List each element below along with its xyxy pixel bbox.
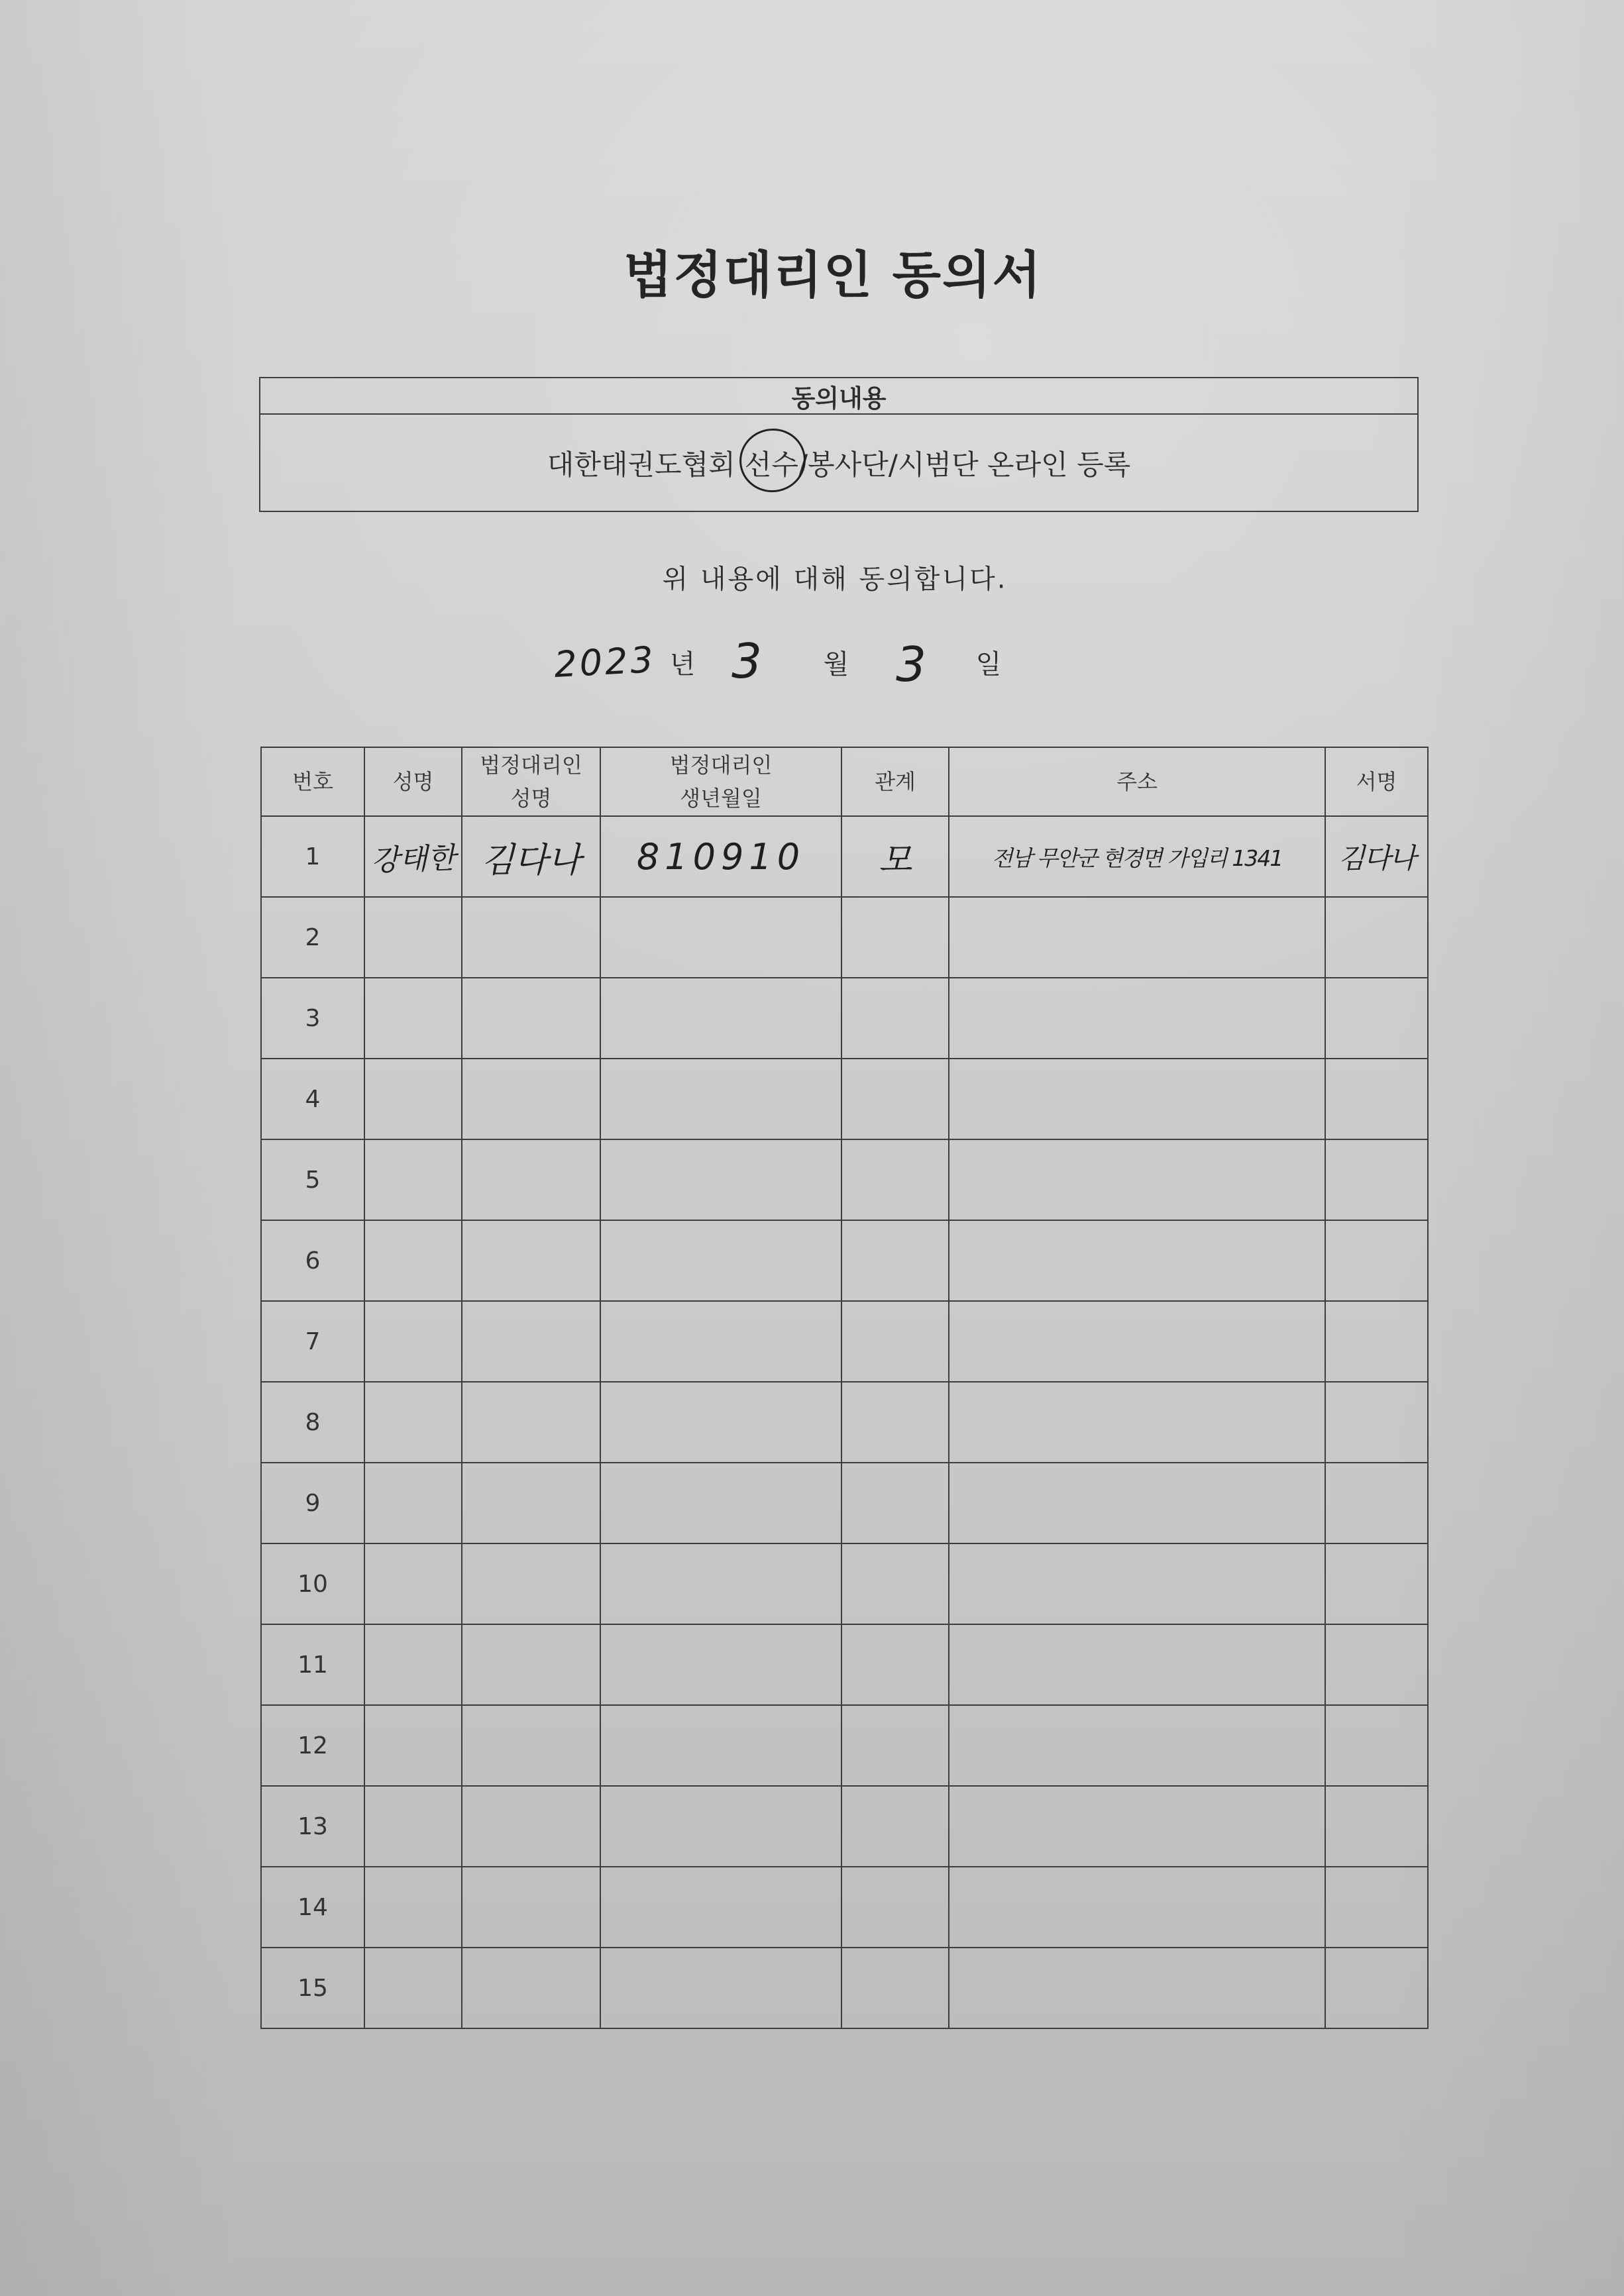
participant-name-cell (364, 978, 462, 1059)
guardian-name-cell (462, 1382, 600, 1463)
guardian-name-cell (462, 1543, 600, 1624)
guardian-signature-cell (1325, 1624, 1428, 1705)
column-header-guardian-name: 법정대리인 성명 (462, 747, 600, 816)
address-cell (949, 1463, 1325, 1543)
guardian-birthdate-cell (600, 1059, 841, 1139)
relationship-cell (841, 1301, 949, 1382)
guardian-birthdate-cell (600, 897, 841, 978)
guardian-birthdate-cell (600, 978, 841, 1059)
guardian-signature-cell (1325, 1301, 1428, 1382)
guardian-name-cell (462, 1220, 600, 1301)
guardian-signature-cell (1325, 1463, 1428, 1543)
guardian-signature-cell (1325, 1786, 1428, 1867)
consent-content (260, 415, 1417, 511)
relationship-cell (841, 1543, 949, 1624)
guardian-name-cell (462, 1705, 600, 1786)
column-header-relationship: 관계 (841, 747, 949, 816)
guardian-signature-cell (1325, 1705, 1428, 1786)
guardian-name-cell (462, 1867, 600, 1948)
participant-name-cell (364, 1948, 462, 2028)
handwritten-participant-name: 강태한 (370, 841, 457, 878)
guardian-signature-cell (1325, 1382, 1428, 1463)
handwritten-relationship: 모 (878, 840, 912, 880)
selected-option-label: 선수 (744, 448, 798, 481)
relationship-cell (841, 816, 949, 897)
relationship-cell (841, 1948, 949, 2028)
table-row (261, 1301, 1428, 1382)
row-number: 2 (261, 897, 364, 978)
table-row (261, 1139, 1428, 1220)
handwritten-address: 전남 무안군 현경면 가입리 1341 (991, 845, 1283, 871)
participant-name-cell (364, 816, 462, 897)
selected-option (745, 443, 798, 483)
table-row (261, 1948, 1428, 2028)
relationship-cell (841, 1139, 949, 1220)
relationship-cell (841, 1382, 949, 1463)
handwritten-month: 3 (731, 633, 762, 689)
address-cell (949, 816, 1325, 897)
row-number: 3 (261, 978, 364, 1059)
agreement-statement: 위 내용에 대해 동의합니다. (662, 564, 1008, 595)
guardian-signature-cell (1325, 1220, 1428, 1301)
relationship-cell (841, 1059, 949, 1139)
participant-name-cell (364, 1543, 462, 1624)
day-label: 일 (975, 649, 1002, 680)
participant-name-cell (364, 1059, 462, 1139)
guardian-signature-cell (1325, 1059, 1428, 1139)
address-cell (949, 1867, 1325, 1948)
guardian-birthdate-cell (600, 1139, 841, 1220)
table-row (261, 1786, 1428, 1867)
participant-name-cell (364, 1220, 462, 1301)
address-cell (949, 1301, 1325, 1382)
handwritten-day: 3 (896, 637, 926, 692)
participant-name-cell (364, 1867, 462, 1948)
row-number: 1 (261, 816, 364, 897)
relationship-cell (841, 897, 949, 978)
row-number: 5 (261, 1139, 364, 1220)
table-row (261, 1382, 1428, 1463)
participant-name-cell (364, 1382, 462, 1463)
table-row (261, 978, 1428, 1059)
row-number: 10 (261, 1543, 364, 1624)
column-header-address: 주소 (949, 747, 1325, 816)
guardian-name-cell (462, 1059, 600, 1139)
year-label: 년 (669, 649, 696, 680)
handwritten-year: 2023 (553, 639, 657, 686)
participant-name-cell (364, 1786, 462, 1867)
row-number: 7 (261, 1301, 364, 1382)
guardian-name-cell (462, 978, 600, 1059)
guardian-birthdate-cell (600, 1867, 841, 1948)
guardian-birthdate-cell (600, 1220, 841, 1301)
guardian-consent-table (260, 747, 1429, 2029)
table-body (261, 816, 1428, 2028)
row-number: 8 (261, 1382, 364, 1463)
participant-name-cell (364, 897, 462, 978)
handwritten-guardian-name: 김다나 (481, 840, 581, 880)
column-header-guardian-signature: 서명 (1325, 747, 1428, 816)
guardian-birthdate-cell (600, 1463, 841, 1543)
row-number: 13 (261, 1786, 364, 1867)
guardian-signature-cell (1325, 816, 1428, 897)
guardian-signature-cell (1325, 1139, 1428, 1220)
relationship-cell (841, 1463, 949, 1543)
table-row (261, 1059, 1428, 1139)
month-label: 월 (823, 649, 849, 680)
consent-organization: 대한태권도협회 (547, 448, 735, 481)
row-number: 4 (261, 1059, 364, 1139)
participant-name-cell (364, 1705, 462, 1786)
handwritten-guardian-birthdate: 810910 (636, 835, 806, 878)
consent-header: 동의내용 (260, 378, 1417, 415)
guardian-name-cell (462, 1301, 600, 1382)
column-header-row-number: 번호 (261, 747, 364, 816)
participant-name-cell (364, 1463, 462, 1543)
row-number: 15 (261, 1948, 364, 2028)
column-header-guardian-birthdate: 법정대리인 생년월일 (600, 747, 841, 816)
row-number: 11 (261, 1624, 364, 1705)
consent-other-options: /봉사단/시범단 온라인 등록 (798, 448, 1131, 481)
table-row (261, 897, 1428, 978)
address-cell (949, 978, 1325, 1059)
guardian-name-cell (462, 1624, 600, 1705)
guardian-birthdate-cell (600, 1382, 841, 1463)
table-header-row (261, 747, 1428, 816)
guardian-name-cell (462, 897, 600, 978)
guardian-birthdate-cell (600, 1948, 841, 2028)
participant-name-cell (364, 1624, 462, 1705)
document-title: 법정대리인 동의서 (623, 245, 1042, 305)
relationship-cell (841, 1220, 949, 1301)
row-number: 14 (261, 1867, 364, 1948)
address-cell (949, 1139, 1325, 1220)
guardian-birthdate-cell (600, 1543, 841, 1624)
guardian-name-cell (462, 1139, 600, 1220)
guardian-birthdate-cell (600, 1705, 841, 1786)
address-cell (949, 1220, 1325, 1301)
address-cell (949, 1624, 1325, 1705)
guardian-signature-cell (1325, 978, 1428, 1059)
table-row (261, 816, 1428, 897)
guardian-birthdate-cell (600, 1786, 841, 1867)
guardian-birthdate-cell (600, 816, 841, 897)
address-cell (949, 897, 1325, 978)
guardian-signature-cell (1325, 1543, 1428, 1624)
handwritten-selection-circle (734, 423, 810, 497)
guardian-birthdate-cell (600, 1624, 841, 1705)
consent-box (259, 377, 1419, 512)
row-number: 6 (261, 1220, 364, 1301)
table-header (261, 747, 1428, 816)
row-number: 12 (261, 1705, 364, 1786)
address-cell (949, 1543, 1325, 1624)
relationship-cell (841, 1786, 949, 1867)
relationship-cell (841, 1867, 949, 1948)
address-cell (949, 1705, 1325, 1786)
relationship-cell (841, 1705, 949, 1786)
table-row (261, 1543, 1428, 1624)
column-header-participant-name: 성명 (364, 747, 462, 816)
guardian-signature-cell (1325, 1948, 1428, 2028)
relationship-cell (841, 978, 949, 1059)
participant-name-cell (364, 1139, 462, 1220)
address-cell (949, 1382, 1325, 1463)
table-row (261, 1220, 1428, 1301)
participant-name-cell (364, 1301, 462, 1382)
row-number: 9 (261, 1463, 364, 1543)
table-row (261, 1705, 1428, 1786)
guardian-birthdate-cell (600, 1301, 841, 1382)
guardian-name-cell (462, 1463, 600, 1543)
guardian-signature-cell (1325, 1867, 1428, 1948)
address-cell (949, 1948, 1325, 2028)
guardian-name-cell (462, 1948, 600, 2028)
guardian-signature-cell (1325, 897, 1428, 978)
table-row (261, 1867, 1428, 1948)
relationship-cell (841, 1624, 949, 1705)
handwritten-guardian-signature: 김다나 (1338, 842, 1415, 874)
guardian-name-cell (462, 816, 600, 897)
address-cell (949, 1786, 1325, 1867)
table-row (261, 1463, 1428, 1543)
address-cell (949, 1059, 1325, 1139)
table-row (261, 1624, 1428, 1705)
guardian-name-cell (462, 1786, 600, 1867)
